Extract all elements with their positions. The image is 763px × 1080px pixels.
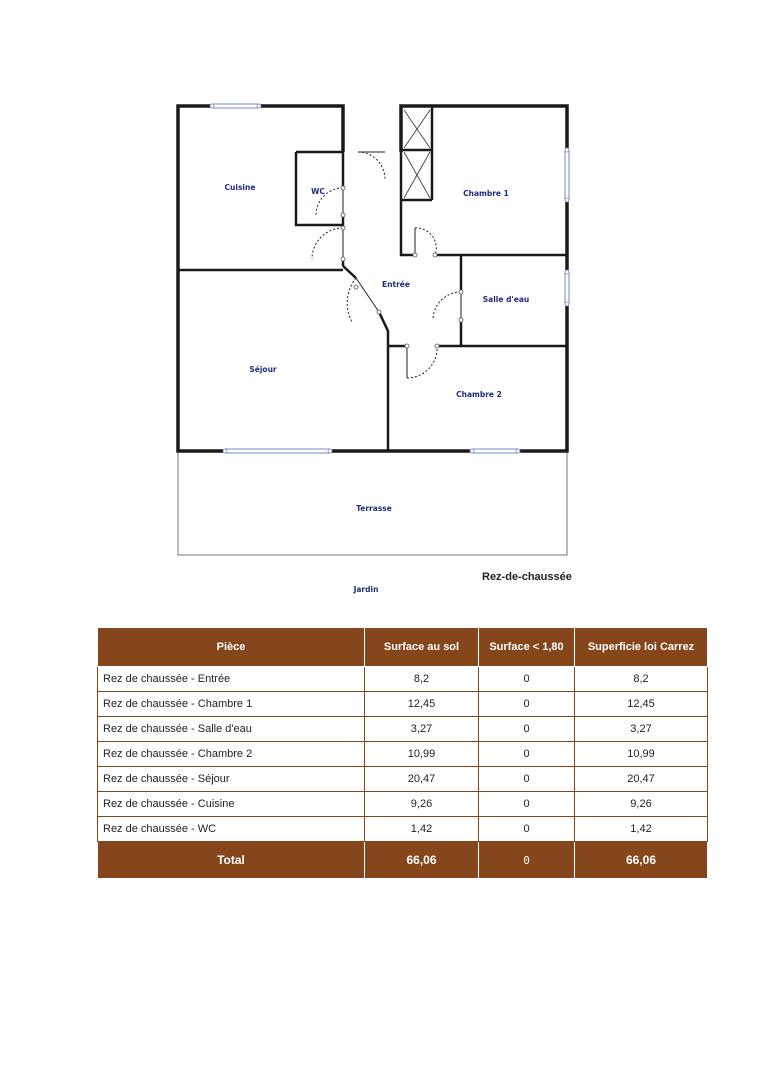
room-label-jardin: Jardin bbox=[353, 585, 379, 594]
header-carrez: Superficie loi Carrez bbox=[575, 628, 708, 667]
room-label-chambre-1: Chambre 1 bbox=[463, 189, 509, 198]
cell-carrez: 8,2 bbox=[575, 667, 708, 692]
table-row bbox=[98, 742, 708, 767]
window-joints bbox=[210, 104, 569, 453]
header-surface-sol: Surface au sol bbox=[365, 628, 479, 667]
total-surface-180: 0 bbox=[479, 842, 575, 879]
cell-surface-sol: 20,47 bbox=[365, 767, 479, 792]
room-label-terrasse: Terrasse bbox=[356, 504, 392, 513]
cell-surface-sol: 12,45 bbox=[365, 692, 479, 717]
room-label-cuisine: Cuisine bbox=[224, 183, 256, 192]
cell-surface-180: 0 bbox=[479, 817, 575, 842]
cell-surface-180: 0 bbox=[479, 742, 575, 767]
header-piece: Pièce bbox=[98, 628, 365, 667]
surface-table-container bbox=[97, 627, 707, 879]
room-label-entree: Entrée bbox=[382, 280, 410, 289]
total-surface-sol: 66,06 bbox=[365, 842, 479, 879]
cell-surface-180: 0 bbox=[479, 767, 575, 792]
total-carrez: 66,06 bbox=[575, 842, 708, 879]
table-row bbox=[98, 817, 708, 842]
cell-piece: Rez de chaussée - Séjour bbox=[98, 767, 365, 792]
table-row bbox=[98, 667, 708, 692]
cell-carrez: 9,26 bbox=[575, 792, 708, 817]
closet-cross bbox=[404, 110, 430, 198]
level-title: Rez-de-chaussée bbox=[482, 571, 572, 583]
cell-surface-180: 0 bbox=[479, 717, 575, 742]
windows bbox=[212, 104, 569, 453]
interior-walls bbox=[178, 106, 567, 451]
doors bbox=[312, 152, 461, 378]
cell-piece: Rez de chaussée - WC bbox=[98, 817, 365, 842]
surface-table bbox=[97, 627, 708, 879]
cell-surface-sol: 3,27 bbox=[365, 717, 479, 742]
cell-surface-180: 0 bbox=[479, 692, 575, 717]
exterior-walls bbox=[178, 106, 567, 451]
cell-piece: Rez de chaussée - Entrée bbox=[98, 667, 365, 692]
table-row bbox=[98, 792, 708, 817]
cell-carrez: 1,42 bbox=[575, 817, 708, 842]
cell-piece: Rez de chaussée - Chambre 2 bbox=[98, 742, 365, 767]
terrace-outline bbox=[178, 451, 567, 555]
cell-surface-sol: 8,2 bbox=[365, 667, 479, 692]
cell-carrez: 20,47 bbox=[575, 767, 708, 792]
cell-carrez: 3,27 bbox=[575, 717, 708, 742]
table-row bbox=[98, 692, 708, 717]
room-label-salle-eau: Salle d'eau bbox=[482, 295, 530, 304]
cell-surface-180: 0 bbox=[479, 792, 575, 817]
table-total-row bbox=[98, 842, 708, 879]
total-label: Total bbox=[98, 842, 365, 879]
table-row bbox=[98, 767, 708, 792]
table-row bbox=[98, 717, 708, 742]
cell-piece: Rez de chaussée - Salle d'eau bbox=[98, 717, 365, 742]
room-label-wc: WC bbox=[311, 187, 325, 196]
cell-carrez: 10,99 bbox=[575, 742, 708, 767]
cell-piece: Rez de chaussée - Cuisine bbox=[98, 792, 365, 817]
cell-carrez: 12,45 bbox=[575, 692, 708, 717]
cell-piece: Rez de chaussée - Chambre 1 bbox=[98, 692, 365, 717]
table-header-row bbox=[98, 628, 708, 667]
header-surface-180: Surface < 1,80 bbox=[479, 628, 575, 667]
room-label-sejour: Séjour bbox=[249, 365, 277, 374]
cell-surface-180: 0 bbox=[479, 667, 575, 692]
room-label-chambre-2: Chambre 2 bbox=[456, 390, 502, 399]
cell-surface-sol: 1,42 bbox=[365, 817, 479, 842]
cell-surface-sol: 9,26 bbox=[365, 792, 479, 817]
cell-surface-sol: 10,99 bbox=[365, 742, 479, 767]
